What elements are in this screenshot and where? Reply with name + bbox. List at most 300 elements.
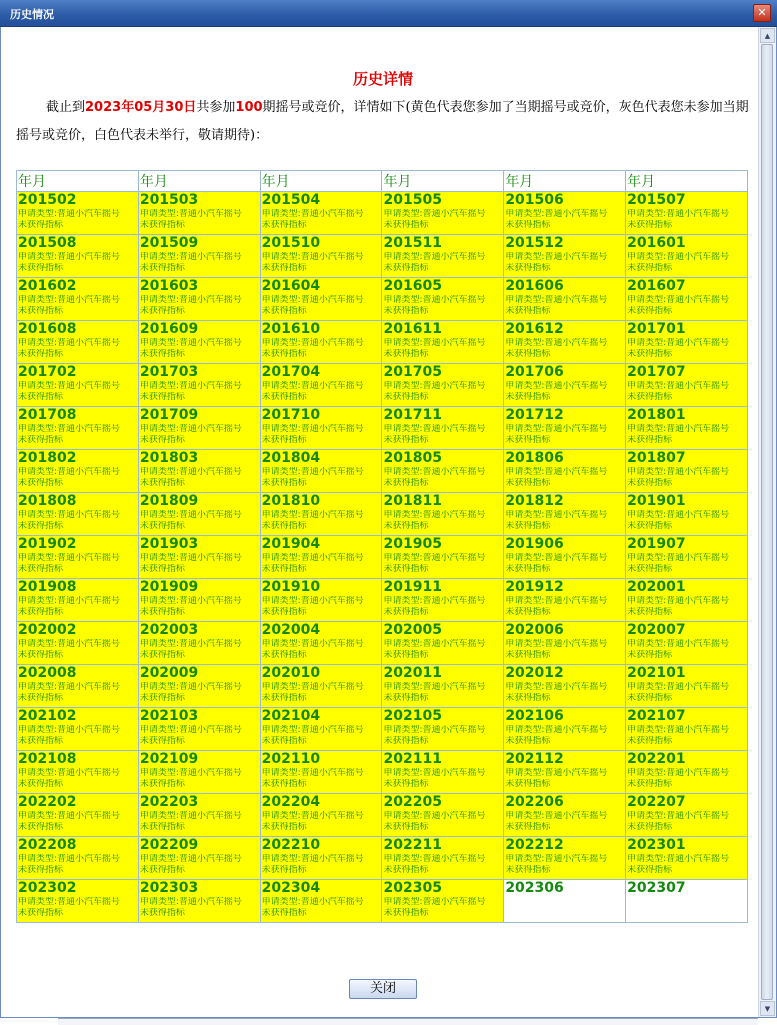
period-label: 201604 bbox=[261, 278, 321, 294]
application-type: 申请类型:普通小汽车摇号 bbox=[261, 553, 364, 563]
result-status: 未获得指标 bbox=[139, 778, 185, 789]
period-label: 201901 bbox=[627, 493, 686, 509]
period-label: 201609 bbox=[139, 321, 199, 337]
result-status: 未获得指标 bbox=[18, 864, 64, 875]
period-cell-participated bbox=[260, 622, 382, 665]
result-status: 未获得指标 bbox=[505, 821, 551, 832]
application-type: 申请类型:普通小汽车摇号 bbox=[261, 252, 364, 262]
result-status: 未获得指标 bbox=[139, 477, 185, 488]
result-status: 未获得指标 bbox=[505, 391, 551, 402]
application-type: 申请类型:普通小汽车摇号 bbox=[505, 725, 608, 735]
period-label: 201608 bbox=[18, 321, 77, 337]
period-cell-participated bbox=[138, 278, 260, 321]
intro-count: 100 bbox=[235, 100, 263, 115]
application-type: 申请类型:普通小汽车摇号 bbox=[139, 467, 242, 477]
result-status: 未获得指标 bbox=[505, 778, 551, 789]
application-type: 申请类型:普通小汽车摇号 bbox=[18, 381, 121, 391]
result-status: 未获得指标 bbox=[505, 262, 551, 273]
period-label: 201907 bbox=[627, 536, 686, 552]
period-cell-participated bbox=[17, 751, 139, 794]
period-label: 201902 bbox=[18, 536, 77, 552]
application-type: 申请类型:普通小汽车摇号 bbox=[505, 381, 608, 391]
period-label: 201704 bbox=[261, 364, 321, 380]
period-label: 201701 bbox=[627, 321, 686, 337]
period-label: 201710 bbox=[261, 407, 321, 423]
period-label: 201502 bbox=[18, 192, 77, 208]
result-status: 未获得指标 bbox=[18, 907, 64, 918]
result-status: 未获得指标 bbox=[18, 305, 64, 316]
application-type: 申请类型:普通小汽车摇号 bbox=[139, 381, 242, 391]
period-label: 202110 bbox=[261, 751, 321, 767]
application-type: 申请类型:普通小汽车摇号 bbox=[383, 725, 486, 735]
result-status: 未获得指标 bbox=[383, 649, 429, 660]
period-cell-participated bbox=[260, 407, 382, 450]
period-cell-upcoming bbox=[626, 880, 748, 923]
vertical-scrollbar[interactable] bbox=[758, 27, 776, 1017]
period-cell-participated bbox=[138, 536, 260, 579]
result-status: 未获得指标 bbox=[627, 477, 673, 488]
period-label: 202105 bbox=[383, 708, 442, 724]
application-type: 申请类型:普通小汽车摇号 bbox=[505, 596, 608, 606]
period-cell-participated bbox=[260, 794, 382, 837]
application-type: 申请类型:普通小汽车摇号 bbox=[505, 338, 608, 348]
period-label: 201610 bbox=[261, 321, 321, 337]
period-cell-participated bbox=[626, 493, 748, 536]
period-cell-participated bbox=[626, 235, 748, 278]
application-type: 申请类型:普通小汽车摇号 bbox=[18, 682, 121, 692]
application-type: 申请类型:普通小汽车摇号 bbox=[18, 768, 121, 778]
period-label: 201808 bbox=[18, 493, 77, 509]
period-label: 201611 bbox=[383, 321, 442, 337]
period-cell-participated bbox=[382, 579, 504, 622]
period-label: 201809 bbox=[139, 493, 199, 509]
application-type: 申请类型:普通小汽车摇号 bbox=[383, 682, 486, 692]
application-type: 申请类型:普通小汽车摇号 bbox=[383, 854, 486, 864]
period-cell-participated bbox=[138, 450, 260, 493]
result-status: 未获得指标 bbox=[139, 348, 185, 359]
result-status: 未获得指标 bbox=[18, 735, 64, 746]
period-label: 202012 bbox=[505, 665, 564, 681]
period-cell-participated bbox=[17, 708, 139, 751]
content-area bbox=[8, 27, 758, 1017]
period-label: 202306 bbox=[505, 880, 564, 896]
result-status: 未获得指标 bbox=[261, 563, 307, 574]
application-type: 申请类型:普通小汽车摇号 bbox=[627, 725, 730, 735]
result-status: 未获得指标 bbox=[139, 692, 185, 703]
period-cell-participated bbox=[138, 880, 260, 923]
result-status: 未获得指标 bbox=[383, 262, 429, 273]
period-label: 201807 bbox=[627, 450, 686, 466]
period-cell-participated bbox=[504, 837, 626, 880]
table-row bbox=[17, 536, 748, 579]
application-type: 申请类型:普通小汽车摇号 bbox=[383, 467, 486, 477]
period-label: 202204 bbox=[261, 794, 321, 810]
period-label: 202201 bbox=[627, 751, 686, 767]
application-type: 申请类型:普通小汽车摇号 bbox=[505, 768, 608, 778]
application-type: 申请类型:普通小汽车摇号 bbox=[383, 897, 486, 907]
period-label: 201806 bbox=[505, 450, 564, 466]
period-label: 201712 bbox=[505, 407, 564, 423]
result-status: 未获得指标 bbox=[505, 563, 551, 574]
period-cell-participated bbox=[138, 622, 260, 665]
result-status: 未获得指标 bbox=[18, 778, 64, 789]
result-status: 未获得指标 bbox=[261, 907, 307, 918]
period-cell-participated bbox=[17, 794, 139, 837]
period-label: 201512 bbox=[505, 235, 564, 251]
result-status: 未获得指标 bbox=[18, 649, 64, 660]
application-type: 申请类型:普通小汽车摇号 bbox=[261, 897, 364, 907]
period-label: 201504 bbox=[261, 192, 321, 208]
application-type: 申请类型:普通小汽车摇号 bbox=[383, 553, 486, 563]
period-cell-participated bbox=[260, 235, 382, 278]
table-row bbox=[17, 880, 748, 923]
period-cell-participated bbox=[504, 622, 626, 665]
period-cell-participated bbox=[382, 622, 504, 665]
period-label: 202010 bbox=[261, 665, 321, 681]
period-cell-participated bbox=[382, 751, 504, 794]
period-cell-participated bbox=[382, 837, 504, 880]
result-status: 未获得指标 bbox=[505, 735, 551, 746]
application-type: 申请类型:普通小汽车摇号 bbox=[505, 510, 608, 520]
period-label: 202107 bbox=[627, 708, 686, 724]
period-cell-participated bbox=[382, 364, 504, 407]
period-label: 202208 bbox=[18, 837, 77, 853]
result-status: 未获得指标 bbox=[383, 821, 429, 832]
period-cell-participated bbox=[260, 278, 382, 321]
period-label: 202211 bbox=[383, 837, 442, 853]
result-status: 未获得指标 bbox=[383, 907, 429, 918]
application-type: 申请类型:普通小汽车摇号 bbox=[139, 897, 242, 907]
period-label: 202008 bbox=[18, 665, 77, 681]
period-label: 202101 bbox=[627, 665, 686, 681]
result-status: 未获得指标 bbox=[261, 649, 307, 660]
period-label: 201603 bbox=[139, 278, 199, 294]
column-header: 年月 bbox=[504, 171, 626, 192]
result-status: 未获得指标 bbox=[505, 219, 551, 230]
application-type: 申请类型:普通小汽车摇号 bbox=[18, 639, 121, 649]
period-label: 201711 bbox=[383, 407, 442, 423]
application-type: 申请类型:普通小汽车摇号 bbox=[139, 510, 242, 520]
application-type: 申请类型:普通小汽车摇号 bbox=[261, 510, 364, 520]
result-status: 未获得指标 bbox=[18, 821, 64, 832]
result-status: 未获得指标 bbox=[139, 563, 185, 574]
period-cell-participated bbox=[17, 622, 139, 665]
period-cell-participated bbox=[138, 794, 260, 837]
intro-date: 2023年05月30日 bbox=[85, 100, 197, 115]
period-cell-participated bbox=[260, 192, 382, 235]
result-status: 未获得指标 bbox=[139, 735, 185, 746]
result-status: 未获得指标 bbox=[383, 434, 429, 445]
period-cell-participated bbox=[504, 579, 626, 622]
period-cell-participated bbox=[504, 493, 626, 536]
application-type: 申请类型:普通小汽车摇号 bbox=[627, 768, 730, 778]
period-cell-participated bbox=[260, 321, 382, 364]
table-row bbox=[17, 751, 748, 794]
period-label: 202205 bbox=[383, 794, 442, 810]
result-status: 未获得指标 bbox=[261, 434, 307, 445]
application-type: 申请类型:普通小汽车摇号 bbox=[18, 725, 121, 735]
application-type: 申请类型:普通小汽车摇号 bbox=[139, 209, 242, 219]
period-cell-participated bbox=[260, 837, 382, 880]
result-status: 未获得指标 bbox=[139, 520, 185, 531]
application-type: 申请类型:普通小汽车摇号 bbox=[18, 596, 121, 606]
period-label: 202111 bbox=[383, 751, 442, 767]
application-type: 申请类型:普通小汽车摇号 bbox=[627, 854, 730, 864]
period-label: 202112 bbox=[505, 751, 564, 767]
result-status: 未获得指标 bbox=[139, 305, 185, 316]
result-status: 未获得指标 bbox=[18, 692, 64, 703]
period-label: 201810 bbox=[261, 493, 321, 509]
application-type: 申请类型:普通小汽车摇号 bbox=[139, 682, 242, 692]
application-type: 申请类型:普通小汽车摇号 bbox=[139, 725, 242, 735]
period-cell-participated bbox=[17, 192, 139, 235]
period-cell-participated bbox=[17, 450, 139, 493]
application-type: 申请类型:普通小汽车摇号 bbox=[383, 424, 486, 434]
application-type: 申请类型:普通小汽车摇号 bbox=[383, 338, 486, 348]
window-title: 历史情况 bbox=[10, 8, 54, 21]
period-cell-participated bbox=[504, 407, 626, 450]
period-cell-participated bbox=[260, 364, 382, 407]
period-cell-participated bbox=[138, 579, 260, 622]
application-type: 申请类型:普通小汽车摇号 bbox=[18, 854, 121, 864]
application-type: 申请类型:普通小汽车摇号 bbox=[261, 209, 364, 219]
result-status: 未获得指标 bbox=[18, 520, 64, 531]
application-type: 申请类型:普通小汽车摇号 bbox=[139, 811, 242, 821]
result-status: 未获得指标 bbox=[261, 305, 307, 316]
scroll-up-arrow-icon[interactable]: ▲ bbox=[760, 28, 775, 43]
period-label: 202103 bbox=[139, 708, 199, 724]
application-type: 申请类型:普通小汽车摇号 bbox=[383, 295, 486, 305]
close-button[interactable]: 关闭 bbox=[349, 979, 417, 999]
period-cell-participated bbox=[504, 751, 626, 794]
application-type: 申请类型:普通小汽车摇号 bbox=[627, 510, 730, 520]
period-label: 202202 bbox=[18, 794, 77, 810]
period-cell-participated bbox=[382, 278, 504, 321]
period-cell-participated bbox=[138, 192, 260, 235]
period-cell-participated bbox=[382, 794, 504, 837]
application-type: 申请类型:普通小汽车摇号 bbox=[383, 209, 486, 219]
period-cell-participated bbox=[17, 880, 139, 923]
application-type: 申请类型:普通小汽车摇号 bbox=[505, 209, 608, 219]
period-cell-participated bbox=[504, 794, 626, 837]
period-label: 201506 bbox=[505, 192, 564, 208]
table-row bbox=[17, 579, 748, 622]
period-cell-participated bbox=[17, 407, 139, 450]
window-close-icon[interactable]: ✕ bbox=[753, 4, 771, 22]
period-label: 201908 bbox=[18, 579, 77, 595]
result-status: 未获得指标 bbox=[383, 348, 429, 359]
period-label: 201805 bbox=[383, 450, 442, 466]
period-label: 202303 bbox=[139, 880, 199, 896]
period-cell-participated bbox=[382, 450, 504, 493]
period-cell-participated bbox=[504, 665, 626, 708]
result-status: 未获得指标 bbox=[261, 692, 307, 703]
column-header: 年月 bbox=[138, 171, 260, 192]
intro-paragraph bbox=[16, 94, 754, 150]
application-type: 申请类型:普通小汽车摇号 bbox=[505, 811, 608, 821]
period-label: 201912 bbox=[505, 579, 564, 595]
period-cell-participated bbox=[626, 536, 748, 579]
application-type: 申请类型:普通小汽车摇号 bbox=[139, 768, 242, 778]
period-label: 202109 bbox=[139, 751, 199, 767]
result-status: 未获得指标 bbox=[261, 219, 307, 230]
result-status: 未获得指标 bbox=[18, 219, 64, 230]
result-status: 未获得指标 bbox=[627, 735, 673, 746]
application-type: 申请类型:普通小汽车摇号 bbox=[18, 338, 121, 348]
result-status: 未获得指标 bbox=[383, 520, 429, 531]
period-label: 201904 bbox=[261, 536, 321, 552]
application-type: 申请类型:普通小汽车摇号 bbox=[627, 338, 730, 348]
period-cell-participated bbox=[382, 880, 504, 923]
result-status: 未获得指标 bbox=[627, 391, 673, 402]
application-type: 申请类型:普通小汽车摇号 bbox=[18, 252, 121, 262]
result-status: 未获得指标 bbox=[505, 864, 551, 875]
result-status: 未获得指标 bbox=[18, 563, 64, 574]
application-type: 申请类型:普通小汽车摇号 bbox=[383, 252, 486, 262]
period-label: 201905 bbox=[383, 536, 442, 552]
period-cell-participated bbox=[138, 321, 260, 364]
result-status: 未获得指标 bbox=[139, 219, 185, 230]
application-type: 申请类型:普通小汽车摇号 bbox=[139, 553, 242, 563]
period-label: 201705 bbox=[383, 364, 442, 380]
table-row bbox=[17, 450, 748, 493]
result-status: 未获得指标 bbox=[627, 219, 673, 230]
result-status: 未获得指标 bbox=[505, 305, 551, 316]
scroll-down-arrow-icon[interactable]: ▼ bbox=[760, 1001, 775, 1016]
period-cell-participated bbox=[626, 794, 748, 837]
application-type: 申请类型:普通小汽车摇号 bbox=[261, 467, 364, 477]
application-type: 申请类型:普通小汽车摇号 bbox=[18, 467, 121, 477]
table-row bbox=[17, 407, 748, 450]
result-status: 未获得指标 bbox=[139, 391, 185, 402]
application-type: 申请类型:普通小汽车摇号 bbox=[261, 338, 364, 348]
application-type: 申请类型:普通小汽车摇号 bbox=[627, 252, 730, 262]
period-label: 202104 bbox=[261, 708, 321, 724]
application-type: 申请类型:普通小汽车摇号 bbox=[627, 467, 730, 477]
application-type: 申请类型:普通小汽车摇号 bbox=[261, 639, 364, 649]
period-cell-participated bbox=[382, 321, 504, 364]
result-status: 未获得指标 bbox=[383, 735, 429, 746]
scrollbar-thumb[interactable] bbox=[761, 44, 773, 1000]
period-label: 201801 bbox=[627, 407, 686, 423]
result-status: 未获得指标 bbox=[383, 864, 429, 875]
page-title: 历史详情 bbox=[352, 70, 413, 88]
period-label: 202203 bbox=[139, 794, 199, 810]
result-status: 未获得指标 bbox=[383, 778, 429, 789]
result-status: 未获得指标 bbox=[627, 434, 673, 445]
period-label: 201507 bbox=[627, 192, 686, 208]
period-label: 202007 bbox=[627, 622, 686, 638]
application-type: 申请类型:普通小汽车摇号 bbox=[627, 811, 730, 821]
period-cell-participated bbox=[626, 622, 748, 665]
result-status: 未获得指标 bbox=[627, 864, 673, 875]
application-type: 申请类型:普通小汽车摇号 bbox=[261, 596, 364, 606]
period-label: 201606 bbox=[505, 278, 564, 294]
application-type: 申请类型:普通小汽车摇号 bbox=[505, 424, 608, 434]
column-header: 年月 bbox=[382, 171, 504, 192]
result-status: 未获得指标 bbox=[139, 907, 185, 918]
result-status: 未获得指标 bbox=[18, 391, 64, 402]
application-type: 申请类型:普通小汽车摇号 bbox=[139, 424, 242, 434]
result-status: 未获得指标 bbox=[261, 262, 307, 273]
period-label: 202003 bbox=[139, 622, 199, 638]
period-label: 202106 bbox=[505, 708, 564, 724]
application-type: 申请类型:普通小汽车摇号 bbox=[383, 811, 486, 821]
result-status: 未获得指标 bbox=[261, 778, 307, 789]
table-row bbox=[17, 622, 748, 665]
period-cell-participated bbox=[626, 579, 748, 622]
period-cell-participated bbox=[138, 407, 260, 450]
period-cell-participated bbox=[138, 364, 260, 407]
period-cell-participated bbox=[17, 321, 139, 364]
application-type: 申请类型:普通小汽车摇号 bbox=[383, 596, 486, 606]
result-status: 未获得指标 bbox=[261, 821, 307, 832]
application-type: 申请类型:普通小汽车摇号 bbox=[383, 381, 486, 391]
period-cell-participated bbox=[138, 837, 260, 880]
result-status: 未获得指标 bbox=[18, 606, 64, 617]
table-row bbox=[17, 321, 748, 364]
period-cell-participated bbox=[504, 708, 626, 751]
application-type: 申请类型:普通小汽车摇号 bbox=[18, 209, 121, 219]
period-cell-participated bbox=[504, 364, 626, 407]
period-cell-participated bbox=[17, 364, 139, 407]
period-label: 201508 bbox=[18, 235, 77, 251]
period-label: 202102 bbox=[18, 708, 77, 724]
application-type: 申请类型:普通小汽车摇号 bbox=[505, 467, 608, 477]
application-type: 申请类型:普通小汽车摇号 bbox=[627, 381, 730, 391]
period-cell-participated bbox=[382, 192, 504, 235]
period-cell-participated bbox=[626, 407, 748, 450]
result-status: 未获得指标 bbox=[139, 821, 185, 832]
period-label: 202001 bbox=[627, 579, 686, 595]
period-label: 201708 bbox=[18, 407, 77, 423]
period-cell-participated bbox=[382, 708, 504, 751]
intro-mid: 共参加 bbox=[196, 100, 236, 115]
result-status: 未获得指标 bbox=[383, 692, 429, 703]
application-type: 申请类型:普通小汽车摇号 bbox=[627, 682, 730, 692]
period-cell-participated bbox=[504, 536, 626, 579]
result-status: 未获得指标 bbox=[139, 864, 185, 875]
result-status: 未获得指标 bbox=[18, 434, 64, 445]
period-cell-participated bbox=[138, 665, 260, 708]
result-status: 未获得指标 bbox=[261, 348, 307, 359]
period-cell-participated bbox=[382, 407, 504, 450]
table-row bbox=[17, 665, 748, 708]
result-status: 未获得指标 bbox=[261, 391, 307, 402]
application-type: 申请类型:普通小汽车摇号 bbox=[18, 811, 121, 821]
application-type: 申请类型:普通小汽车摇号 bbox=[139, 854, 242, 864]
period-label: 202305 bbox=[383, 880, 442, 896]
period-label: 201811 bbox=[383, 493, 442, 509]
period-label: 201709 bbox=[139, 407, 199, 423]
application-type: 申请类型:普通小汽车摇号 bbox=[383, 768, 486, 778]
result-status: 未获得指标 bbox=[627, 821, 673, 832]
application-type: 申请类型:普通小汽车摇号 bbox=[18, 897, 121, 907]
table-row bbox=[17, 794, 748, 837]
period-cell-participated bbox=[382, 536, 504, 579]
result-status: 未获得指标 bbox=[18, 262, 64, 273]
column-header: 年月 bbox=[626, 171, 748, 192]
period-label: 202006 bbox=[505, 622, 564, 638]
period-cell-participated bbox=[260, 493, 382, 536]
application-type: 申请类型:普通小汽车摇号 bbox=[261, 424, 364, 434]
period-cell-participated bbox=[504, 321, 626, 364]
intro-suffix: 期摇号或竞价，详情如下(黄色代表您参加了当期摇号或竞价，灰色代表您未参加当期摇号或竞价，白色代表未举行，敬请期待)： bbox=[16, 100, 749, 143]
table-row bbox=[17, 837, 748, 880]
result-status: 未获得指标 bbox=[505, 606, 551, 617]
application-type: 申请类型:普通小汽车摇号 bbox=[505, 252, 608, 262]
column-header: 年月 bbox=[260, 171, 382, 192]
